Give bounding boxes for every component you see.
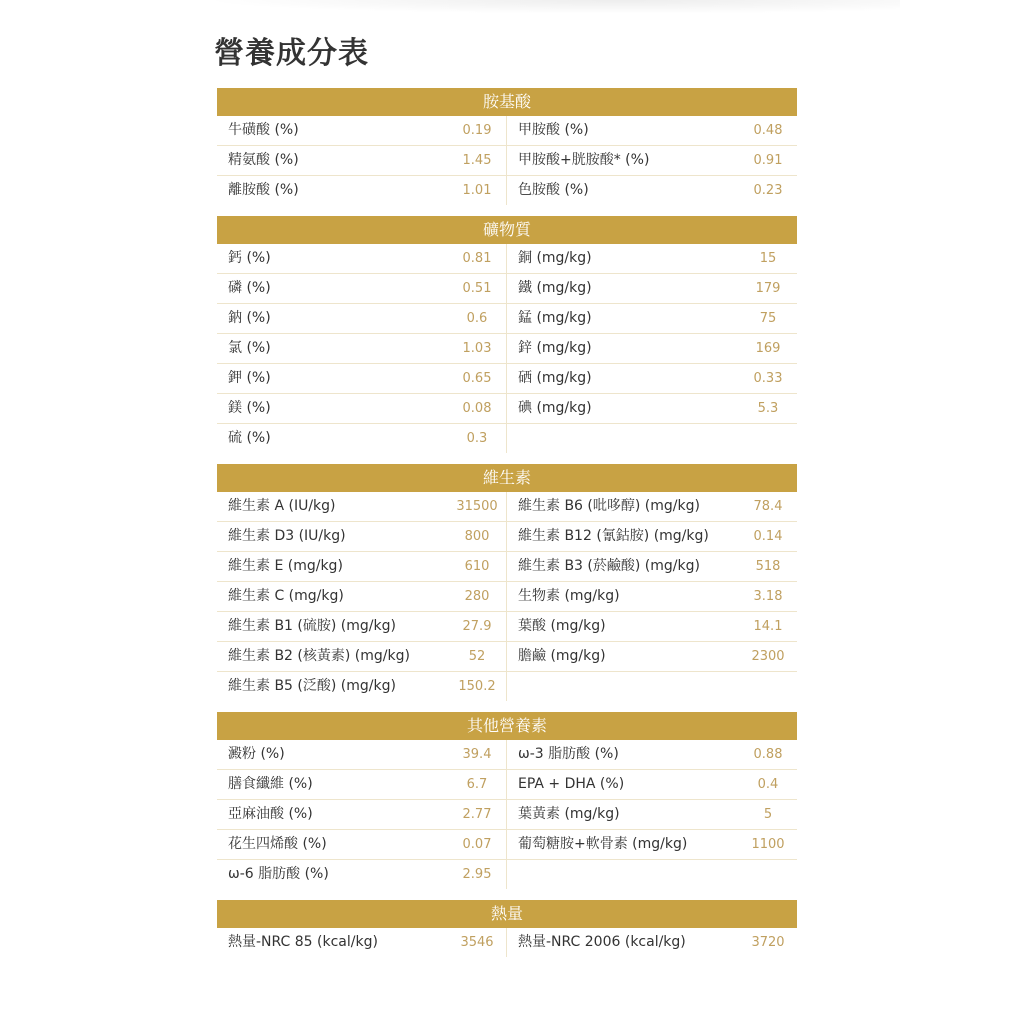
nutrient-value: 150.2 bbox=[458, 679, 496, 694]
nutrient-label: 葉酸 (mg/kg) bbox=[518, 618, 606, 634]
table-row bbox=[217, 364, 797, 394]
nutrient-value: 169 bbox=[755, 341, 781, 356]
section-header: 其他營養素 bbox=[217, 712, 797, 740]
nutrient-label: 甲胺酸+胱胺酸* (%) bbox=[518, 152, 650, 168]
nutrient-label: ω-6 脂肪酸 (%) bbox=[228, 866, 329, 882]
nutrient-value: 1.03 bbox=[462, 341, 492, 356]
nutrient-label: 葉黃素 (mg/kg) bbox=[518, 806, 620, 822]
nutrient-value: 0.91 bbox=[753, 153, 783, 168]
nutrient-cell bbox=[507, 394, 797, 423]
nutrient-cell bbox=[507, 492, 797, 521]
nutrient-label bbox=[507, 672, 739, 701]
nutrient-label: 澱粉 (%) bbox=[228, 746, 285, 762]
nutrient-cell bbox=[217, 364, 507, 393]
nutrient-label: 銅 (mg/kg) bbox=[518, 250, 592, 266]
nutrient-value bbox=[739, 672, 797, 701]
table-row bbox=[217, 830, 797, 860]
nutrient-cell bbox=[507, 552, 797, 581]
nutrient-value: 0.07 bbox=[462, 837, 492, 852]
nutrient-value: 2.77 bbox=[462, 807, 492, 822]
nutrient-cell bbox=[217, 928, 507, 957]
nutrition-section bbox=[217, 712, 797, 889]
table-row bbox=[217, 612, 797, 642]
nutrient-value: 0.88 bbox=[753, 747, 783, 762]
nutrient-label bbox=[507, 860, 739, 889]
nutrient-cell bbox=[507, 176, 797, 205]
nutrient-value: 280 bbox=[464, 589, 490, 604]
nutrient-cell bbox=[507, 612, 797, 641]
nutrition-section bbox=[217, 464, 797, 701]
table-row bbox=[217, 334, 797, 364]
nutrient-label: 錳 (mg/kg) bbox=[518, 310, 592, 326]
table-row bbox=[217, 244, 797, 274]
nutrient-label: 牛磺酸 (%) bbox=[228, 122, 299, 138]
nutrient-cell bbox=[217, 244, 507, 273]
nutrient-value: 0.23 bbox=[753, 183, 783, 198]
nutrient-label: 膳食纖維 (%) bbox=[228, 776, 313, 792]
nutrient-label: 維生素 B2 (核黃素) (mg/kg) bbox=[228, 648, 410, 664]
nutrition-section bbox=[217, 88, 797, 205]
nutrient-cell bbox=[217, 176, 507, 205]
nutrient-value: 0.51 bbox=[462, 281, 492, 296]
nutrient-label: 生物素 (mg/kg) bbox=[518, 588, 620, 604]
table-row bbox=[217, 552, 797, 582]
nutrient-cell bbox=[507, 860, 797, 889]
nutrient-cell bbox=[507, 304, 797, 333]
section-header: 礦物質 bbox=[217, 216, 797, 244]
nutrient-value: 3.18 bbox=[753, 589, 783, 604]
nutrient-label: EPA + DHA (%) bbox=[518, 776, 625, 792]
table-row bbox=[217, 770, 797, 800]
nutrient-value: 0.33 bbox=[753, 371, 783, 386]
table-row bbox=[217, 800, 797, 830]
nutrient-cell bbox=[217, 274, 507, 303]
nutrient-label: ω-3 脂肪酸 (%) bbox=[518, 746, 619, 762]
table-row bbox=[217, 116, 797, 146]
nutrient-cell bbox=[507, 274, 797, 303]
nutrient-cell bbox=[217, 672, 507, 701]
nutrient-value: 2.95 bbox=[462, 867, 492, 882]
nutrient-cell bbox=[217, 522, 507, 551]
nutrient-value: 610 bbox=[464, 559, 490, 574]
nutrient-value: 27.9 bbox=[462, 619, 492, 634]
table-row bbox=[217, 492, 797, 522]
nutrient-value: 179 bbox=[755, 281, 781, 296]
nutrient-value: 5 bbox=[763, 807, 773, 822]
nutrient-cell bbox=[507, 582, 797, 611]
nutrient-value: 78.4 bbox=[753, 499, 783, 514]
table-row bbox=[217, 146, 797, 176]
table-row bbox=[217, 860, 797, 889]
nutrient-label: 甲胺酸 (%) bbox=[518, 122, 589, 138]
nutrient-label: 維生素 B3 (菸鹼酸) (mg/kg) bbox=[518, 558, 700, 574]
nutrient-cell bbox=[507, 334, 797, 363]
table-row bbox=[217, 522, 797, 552]
nutrient-cell bbox=[507, 928, 797, 957]
nutrient-value: 31500 bbox=[456, 499, 498, 514]
nutrient-cell bbox=[217, 612, 507, 641]
nutrient-cell bbox=[507, 244, 797, 273]
nutrient-value: 0.3 bbox=[466, 431, 488, 446]
nutrient-value: 0.48 bbox=[753, 123, 783, 138]
nutrient-label: 維生素 D3 (IU/kg) bbox=[228, 528, 346, 544]
nutrient-cell bbox=[507, 364, 797, 393]
nutrient-value: 0.4 bbox=[757, 777, 779, 792]
table-row bbox=[217, 304, 797, 334]
top-shadow-decoration bbox=[200, 0, 900, 14]
nutrient-value: 75 bbox=[759, 311, 777, 326]
nutrient-cell bbox=[507, 740, 797, 769]
nutrient-label bbox=[507, 424, 739, 453]
nutrient-label: 色胺酸 (%) bbox=[518, 182, 589, 198]
nutrient-label: 維生素 B5 (泛酸) (mg/kg) bbox=[228, 678, 396, 694]
nutrient-label: 亞麻油酸 (%) bbox=[228, 806, 313, 822]
nutrient-label: 鋅 (mg/kg) bbox=[518, 340, 592, 356]
nutrient-value: 3720 bbox=[751, 935, 785, 950]
nutrient-cell bbox=[217, 116, 507, 145]
nutrient-value: 15 bbox=[759, 251, 777, 266]
nutrition-section bbox=[217, 900, 797, 957]
nutrient-value: 6.7 bbox=[466, 777, 488, 792]
nutrient-label: 膽鹼 (mg/kg) bbox=[518, 648, 606, 664]
table-row bbox=[217, 176, 797, 205]
nutrient-cell bbox=[507, 522, 797, 551]
nutrient-value: 0.65 bbox=[462, 371, 492, 386]
nutrient-label: 維生素 A (IU/kg) bbox=[228, 498, 336, 514]
nutrient-value: 52 bbox=[468, 649, 486, 664]
nutrient-value bbox=[739, 424, 797, 453]
nutrient-label: 磷 (%) bbox=[228, 280, 271, 296]
nutrient-cell bbox=[507, 770, 797, 799]
nutrient-value: 0.6 bbox=[466, 311, 488, 326]
nutrient-value: 0.14 bbox=[753, 529, 783, 544]
nutrient-label: 氯 (%) bbox=[228, 340, 271, 356]
nutrient-cell bbox=[217, 830, 507, 859]
nutrient-value: 0.19 bbox=[462, 123, 492, 138]
nutrient-value: 1.45 bbox=[462, 153, 492, 168]
nutrient-label: 精氨酸 (%) bbox=[228, 152, 299, 168]
nutrient-label: 鈣 (%) bbox=[228, 250, 271, 266]
nutrient-cell bbox=[507, 800, 797, 829]
section-header: 胺基酸 bbox=[217, 88, 797, 116]
nutrient-label: 碘 (mg/kg) bbox=[518, 400, 592, 416]
table-row bbox=[217, 582, 797, 612]
table-row bbox=[217, 394, 797, 424]
nutrient-value: 1100 bbox=[751, 837, 785, 852]
nutrient-cell bbox=[217, 740, 507, 769]
nutrient-value: 14.1 bbox=[753, 619, 783, 634]
nutrient-label: 花生四烯酸 (%) bbox=[228, 836, 327, 852]
nutrient-cell bbox=[507, 424, 797, 453]
page-title: 營養成分表 bbox=[214, 36, 369, 71]
nutrient-value: 2300 bbox=[751, 649, 785, 664]
table-row bbox=[217, 740, 797, 770]
nutrient-cell bbox=[507, 116, 797, 145]
nutrient-value: 800 bbox=[464, 529, 490, 544]
nutrient-cell bbox=[507, 830, 797, 859]
section-header: 熱量 bbox=[217, 900, 797, 928]
nutrient-label: 鐵 (mg/kg) bbox=[518, 280, 592, 296]
nutrition-section bbox=[217, 216, 797, 453]
nutrient-value: 3546 bbox=[460, 935, 494, 950]
table-row bbox=[217, 642, 797, 672]
nutrient-cell bbox=[507, 672, 797, 701]
nutrient-value: 1.01 bbox=[462, 183, 492, 198]
nutrient-cell bbox=[217, 304, 507, 333]
nutrient-cell bbox=[217, 800, 507, 829]
nutrient-cell bbox=[217, 146, 507, 175]
nutrient-cell bbox=[507, 146, 797, 175]
nutrient-label: 鉀 (%) bbox=[228, 370, 271, 386]
nutrient-value: 5.3 bbox=[757, 401, 779, 416]
nutrient-label: 維生素 B12 (氰鈷胺) (mg/kg) bbox=[518, 528, 709, 544]
nutrient-value: 39.4 bbox=[462, 747, 492, 762]
nutrient-value: 0.81 bbox=[462, 251, 492, 266]
nutrient-value: 518 bbox=[755, 559, 781, 574]
table-row bbox=[217, 672, 797, 701]
nutrient-label: 離胺酸 (%) bbox=[228, 182, 299, 198]
nutrient-cell bbox=[217, 424, 507, 453]
nutrient-value bbox=[739, 860, 797, 889]
nutrient-label: 熱量-NRC 85 (kcal/kg) bbox=[228, 934, 378, 950]
nutrient-label: 維生素 E (mg/kg) bbox=[228, 558, 343, 574]
table-row bbox=[217, 928, 797, 957]
nutrient-label: 維生素 C (mg/kg) bbox=[228, 588, 344, 604]
nutrient-cell bbox=[217, 552, 507, 581]
nutrition-table bbox=[217, 88, 797, 968]
nutrient-label: 鎂 (%) bbox=[228, 400, 271, 416]
table-row bbox=[217, 424, 797, 453]
nutrient-cell bbox=[217, 394, 507, 423]
nutrient-label: 硫 (%) bbox=[228, 430, 271, 446]
nutrient-label: 維生素 B6 (吡哆醇) (mg/kg) bbox=[518, 498, 700, 514]
nutrient-label: 鈉 (%) bbox=[228, 310, 271, 326]
nutrient-label: 葡萄糖胺+軟骨素 (mg/kg) bbox=[518, 836, 688, 852]
nutrient-value: 0.08 bbox=[462, 401, 492, 416]
nutrient-cell bbox=[217, 860, 507, 889]
nutrient-cell bbox=[217, 334, 507, 363]
nutrient-label: 熱量-NRC 2006 (kcal/kg) bbox=[518, 934, 686, 950]
table-row bbox=[217, 274, 797, 304]
nutrient-cell bbox=[507, 642, 797, 671]
nutrient-cell bbox=[217, 582, 507, 611]
nutrient-cell bbox=[217, 642, 507, 671]
section-header: 維生素 bbox=[217, 464, 797, 492]
nutrient-cell bbox=[217, 770, 507, 799]
nutrient-label: 硒 (mg/kg) bbox=[518, 370, 592, 386]
nutrient-label: 維生素 B1 (硫胺) (mg/kg) bbox=[228, 618, 396, 634]
nutrient-cell bbox=[217, 492, 507, 521]
